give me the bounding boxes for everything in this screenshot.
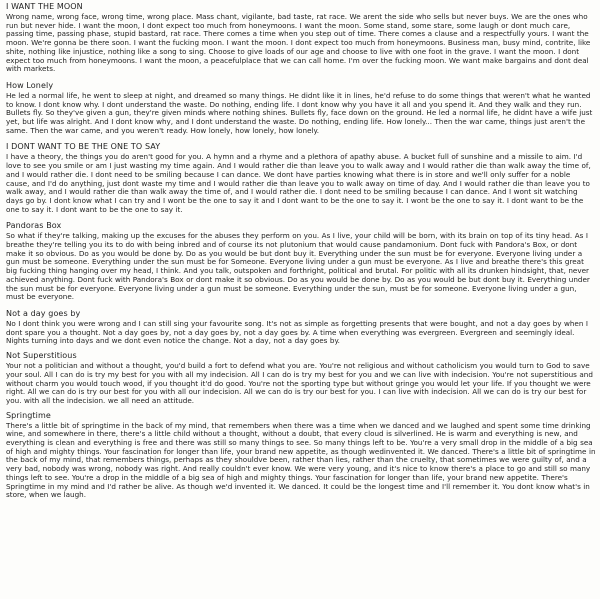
song-lyrics: He led a normal life, he went to sleep at night, and dreamed so many things. He didnt like it in lines, he'd refuse to do some things that weren't what he wanted to know. I dont know why. I dont understand the waste. Do nothing, ending life. I dont know why you have it all and you spend it. And they walk and they run. Bullets fly. So they've given a gun, they're given minds where nothing shines. Bullets fly, face down on the ground. He led a normal life, he didnt have a wife just yet, but life was alright. And I dont know why, and I dont understand the waste. Do nothing, ending life. How lonely... Then the war came, things just aren't the same. Then the war came, and you weren't ready. How lonely, how lonely, how lonely. bbox=[6, 90, 593, 135]
song-title: I DONT WANT TO BE THE ONE TO SAY bbox=[6, 142, 161, 152]
lyric-sheet bbox=[6, 2, 596, 597]
song-title: Not Superstitious bbox=[6, 351, 77, 361]
lyric-section-how-lonely bbox=[6, 81, 596, 136]
song-title: Pandoras Box bbox=[6, 221, 62, 231]
song-title: How Lonely bbox=[6, 80, 54, 90]
song-lyrics: No I dont think you were wrong and I can still sing your favourite song. It's not as simple as forgetting presents that were bought, and not a day goes by when I dont spare you a thought. Not a day goes by, not a day goes by, not a day goes by. A time when everything was evergreen. Evergreen and seemingly ideal. Nights turning into days and we dont even notice the change. Not a day, not a day goes by. bbox=[6, 318, 588, 346]
song-title: Not a day goes by bbox=[6, 308, 81, 318]
lyric-section-springtime bbox=[6, 411, 596, 500]
lyric-section-not-superstitious bbox=[6, 351, 596, 406]
song-title: Springtime bbox=[6, 410, 51, 420]
lyric-section-pandoras-box bbox=[6, 221, 596, 302]
song-lyrics: Wrong name, wrong face, wrong time, wrong place. Mass chant, vigilante, bad taste, rat race. We arent the side who sells but never buys. We are the ones who run but never hide. I want the moon, I dont expect too much from honeymoons. I want the moon. Some stand, some stare, some laugh or dont much care, passing time, passing phase, stupid bastard, rat race. There comes a time when you step out of time. There comes a clause and a respectfully yours. I want the moon. We're gonna be there soon. I want the fucking moon. I want the moon. I dont expect too much from honeymoons. Business man, busy mind, contrite, like shite, nothing like injustice, nothing like a song to sing. Choose to give loads of our age and choose to live with one foot in the grave. I want the moon. I dont expect too much from honeymoons. I want the moon, a peacefulplace that we can call home. I'm over the fucking moon. We want make bargains and dont deal with markets. bbox=[6, 12, 591, 74]
song-lyrics: Your not a politician and without a thought, you'd build a fort to defend what you are. You're not religious and without catholicism you would turn to God to save your soul. All I can do is try my best for you with all my indecision. All I can do is try my best for you and we can live with indecision. You're not superstitious and without charm you would touch wood, if you thought it'd do good. You're not the sporting type but without gringe you would let your life. If you thought we were right. All we can do is try our best for you with all our indecision. All we can do is try our best for you. I can live with indecision. All we can do is try our best for you. with all the indecision. we all need an attitude. bbox=[6, 361, 593, 405]
song-title: I WANT THE MOON bbox=[6, 2, 83, 11]
lyric-section-i-want-the-moon bbox=[6, 2, 596, 74]
song-lyrics: There's a little bit of springtime in the back of my mind, that remembers when there was a time when we danced and we laughed and spent some time drinking wine, and somewhere in there, there's a little child without a thought, without a doubt, that every cloud is silverlined. He is warm and everything is new, and everything is clean and everything is free and there was still so many things to see. So many things left to be. You're a very small drop in the middle of a big sea of high and mighty things. Your fascination for longer than life, your brand new appetite, as though wedinvented it. We danced. There's a little bit of springtime in the back of my mind, that remembers things, perhaps as they shouldve been, rather than lies, rather than the cruelty, that sometimes we were guilty of, and a very bad, nobody was wrong, nobody was right. And really couldn't ever know. We were very young, and it's nice to know there's a place to go and still so many things left to see. You're a drop in the middle of a big sea of high and mighty things. Your fascination for longer than life, your brand new appetite. There's Springtime in my mind and I'd rather be alive. As though we'd invented it. We danced. It could be the longest time and I'll remember it. You dont know what's in store, when we laugh. bbox=[6, 420, 596, 500]
lyric-section-i-dont-want-to-be-the-one-to-say bbox=[6, 142, 596, 214]
lyric-section-not-a-day-goes-by bbox=[6, 309, 596, 346]
song-lyrics: I have a theory, the things you do aren't good for you. A hymn and a rhyme and a plethora of apathy abuse. A bucket full of sunshine and a missile to aim. I'd love to see you smile or am I just wasting my time again. And I would rather die than leave you to walk away and I would rather die than walk away the time of, and I would rather die. I dont need to be smiling because I can dance. We dont have parties knowing what there is in store and we'll only suffer for a noble cause, and I'd do anything, just dont waste my time and I would rather die than leave you to walk away on time of day. And I would rather die than leave you to walk away, and I would rather die than walk away the time of, and I would rather die. I dont need to be smiling because I can dance. And I wont sit watching days go by. I dont know what I can try and I wont be the one to say it and I dont want to be the one to say it. I wont be the one to say it. I dont want to be the one to say it. I dont want to be the one to say it. bbox=[6, 152, 591, 214]
song-lyrics: So what if they're talking, making up the excuses for the abuses they perform on you. As I live, your child will be born, with its brain on top of its tiny head. As I breathe they're telling you its to do with being inbred and of course its not plutonium that would cause pandamonium. Dont fuck with Pandora's Box, or dont make it so obvious. Do as you would be done by. Do as you would be but dont buy it. Everything under the sun must be for everyone. Everyone living under a gun must be someone. Everything under the sun must be for Someone. Everyone living under a gun must be everyone. As I live and breathe there's this great big fucking thing hanging over my head, I think. And you talk, outspoken and forthright, political and brutal. For politic with all its drunken hindsight, that, never achieved anything. Dont fuck with Pandora's Box or dont make it so obvious. Do as you would be done by. Do as you would be but dont buy it. Everything under the sun must be for everyone. Everyone living under a gun must be someone. Everything under the sun, must be for someone. Everyone living under a gun, must be everyone. bbox=[6, 231, 590, 302]
